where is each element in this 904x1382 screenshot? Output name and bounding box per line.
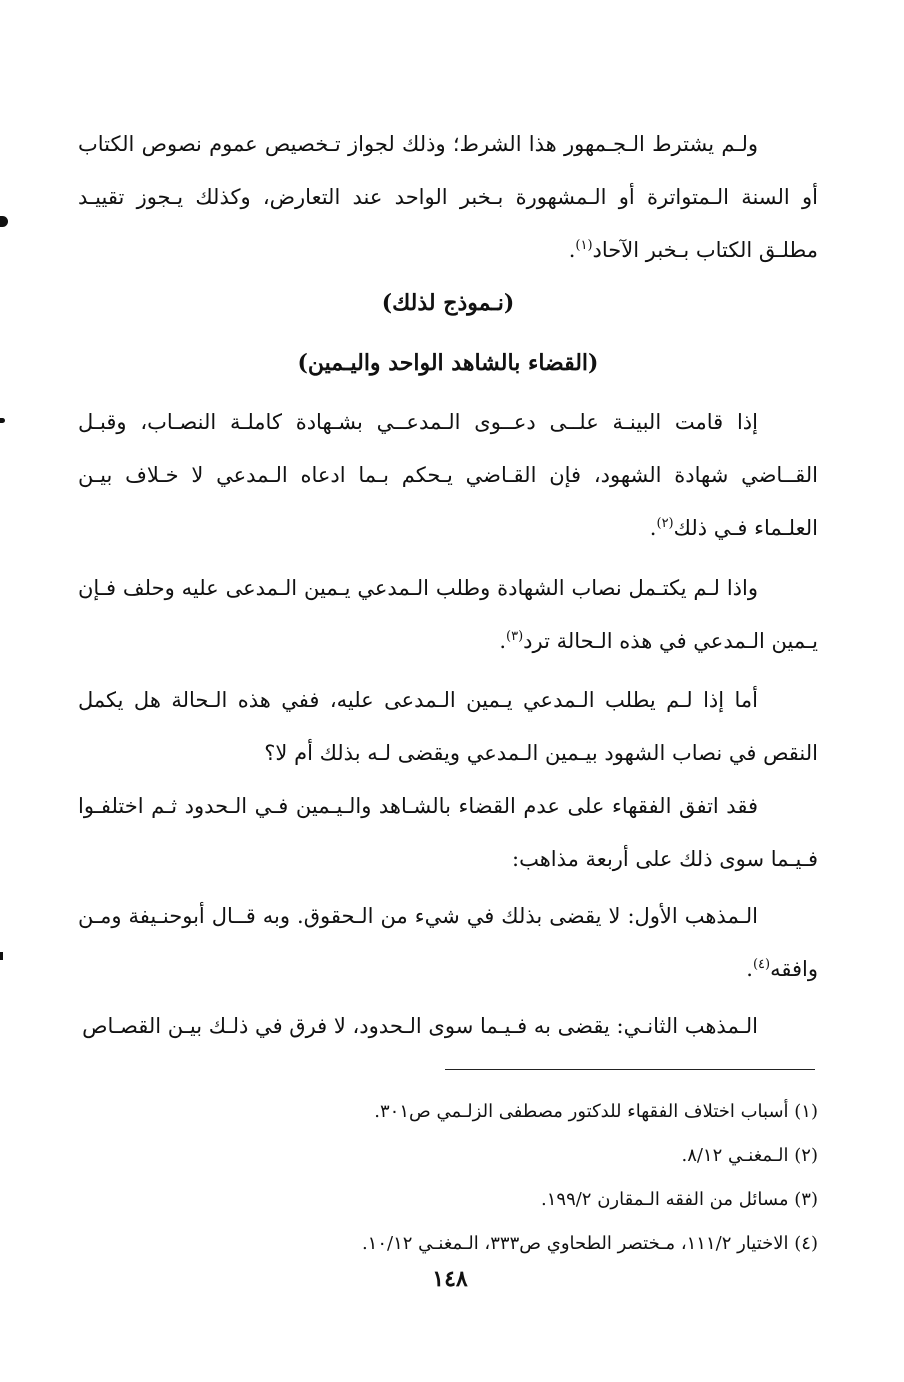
- footnote-ref: (٣): [506, 629, 524, 644]
- paragraph-text: الـمذهب الثانـي: يقضى به فـيـما سوى الـحدود، لا فرق في ذلـك بيـن القصـاص: [82, 1014, 758, 1038]
- paragraph-intro: [78, 118, 818, 277]
- footnote-ref: (٢): [656, 516, 674, 531]
- scan-edge-mark: [0, 216, 8, 227]
- paragraph-incomplete-testimony: [78, 562, 818, 668]
- footnote-item: (٤) الاختيار ١١١/٢، مـختصر الطحاوي ص٣٣٣، الـمغنـي ١٠/١٢.: [361, 1233, 818, 1254]
- footnote-separator: [445, 1069, 815, 1070]
- footnote-item: (١) أسباب اختلاف الفقهاء للدكتور مصطفى الزلـمي ص٣٠١.: [374, 1101, 818, 1122]
- paragraph-second-school: [78, 1000, 818, 1053]
- section-subheading: (القضاء بالشاهد الواحد واليـمين): [297, 350, 599, 376]
- paragraph-text: فقد اتفق الفقهاء على عدم القضاء بالشـاهد والـيـمين فـي الـحدود ثـم اختلفـوا فـيـما سوى ذلك على أربعة مذاهب:: [78, 794, 818, 871]
- footnote-item: (٢) الـمغنـي ٨/١٢.: [681, 1145, 818, 1166]
- paragraph-end: .: [499, 629, 507, 653]
- footnote-ref: (٤): [752, 957, 771, 972]
- scan-edge-mark: [0, 952, 3, 960]
- paragraph-first-school: [78, 890, 818, 996]
- paragraph-text: ولـم يشترط الـجـمهور هذا الشرط؛ وذلك لجواز تـخصيص عموم نصوص الكتاب أو السنة الـمتواترة أو الـمشهورة بـخبر الواحد عند التعارض، وكذلك يـجوز تقييـد مطلـق الكتاب بـخبر الآحاد: [78, 132, 818, 262]
- section-heading: (نـموذج لذلك): [381, 290, 515, 316]
- paragraph-end: .: [746, 957, 753, 981]
- footnotes: [78, 1090, 818, 1266]
- paragraph-end: .: [649, 516, 657, 540]
- paragraph-text: أما إذا لـم يطلب الـمدعي يـمين الـمدعى عليه، ففي هذه الـحالة هل يكمل النقص في نصاب الشهود بيـمين الـمدعي ويقضى لـه بذلك أم لا؟: [78, 688, 818, 765]
- paragraph-question: [78, 674, 818, 780]
- scan-edge-mark: [0, 418, 5, 423]
- paragraph-text: واذا لـم يكتـمل نصاب الشهادة وطلب الـمدعي يـمين الـمدعى عليه وحلف فـإن يـمين الـمدعي في هذه الـحالة ترد: [78, 576, 818, 653]
- paragraph-end: .: [568, 238, 576, 262]
- page-number: ١٤٨: [432, 1266, 468, 1292]
- paragraph-text: إذا قامت البينـة علــى دعــوى الـمدعــي بشـهادة كاملـة النصـاب، وقبـل القــاضي شهادة الشهود، فإن القـاضي يـحكم بـما ادعاه الـمدعي لا خـلاف بيـن العلـماء فـي ذلك: [78, 410, 818, 540]
- paragraph-full-testimony: [78, 396, 818, 555]
- footnote-item: (٣) مسائل من الفقه الـمقارن ١٩٩/٢.: [541, 1189, 818, 1210]
- paragraph-text: الـمذهب الأول: لا يقضى بذلك في شيء من الـحقوق. وبه قــال أبوحنـيفة ومـن وافقه: [78, 904, 818, 981]
- footnote-ref: (١): [575, 238, 593, 253]
- paragraph-jurists-agreement: [78, 780, 818, 886]
